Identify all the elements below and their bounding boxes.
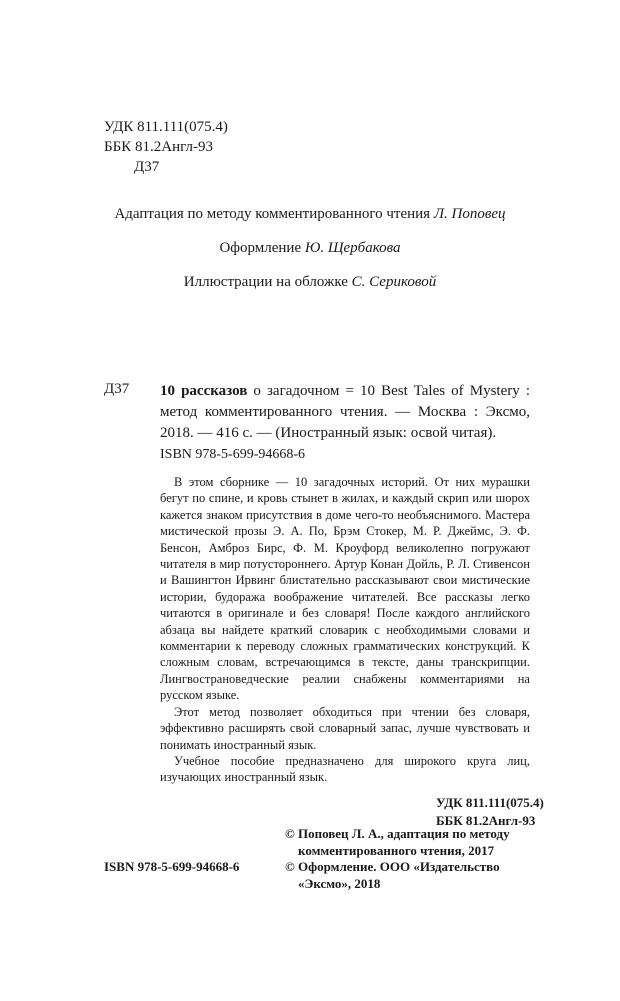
annotation-paragraph: В этом сборнике — 10 загадочных историй. От них мурашки бегут по спине, и кровь стынет в жилах, и каждый скрип или шорох кажется знаком присутствия в доме чего-то необъяснимого. Мастера мистической прозы Э. А. По, Брэм Стокер, М. Р. Джеймс, Э. Ф. Бенсон, Амброз Бирс, Ф. М. Кроуфорд великолепно погружают читателя в мир потустороннего. Артур Конан Дойль, Р. Л. Стивенсон и Вашингтон Ирвинг блистательно рассказывают свои мистические истории, будоража воображение читателей. Все рассказы легко читаются в оригинале и без словаря! После каждого английского абзаца вы найдете краткий словарик с необходимыми словами и комментарии к переводу сложных грамматических конструкций. К сложным словам, встречающимся в тексте, даны транскрипции. Лингвострановедческие реалии снабжены комментариями на русском языке.	[160, 475, 530, 703]
bibliographic-code: Д37	[104, 381, 130, 397]
bbk-code-bottom: ББК 81.2Англ-93	[436, 813, 536, 828]
annotation-paragraph: Учебное пособие предназначено для широкого круга лиц, изучающих иностранный язык.	[160, 753, 530, 785]
isbn-main: ISBN 978-5-699-94668-6	[160, 447, 306, 462]
bibliographic-description	[160, 381, 530, 444]
copyright-block	[285, 826, 545, 892]
book-title: 10 рассказов	[160, 383, 248, 399]
author-code: Д37	[134, 159, 160, 175]
annotation-paragraph: Этот метод позволяет обходиться при чтении без словаря, эффективно расширять свой словарный запас, лучше чувствовать и понимать иностранный язык.	[160, 704, 530, 752]
design-credit	[0, 240, 620, 257]
udk-code: УДК 811.111(075.4)	[104, 119, 228, 135]
cover-text: Иллюстрации на обложке	[183, 274, 348, 290]
adaptation-text: Адаптация по методу комментированного чтения	[114, 206, 431, 222]
cover-credit	[0, 274, 620, 291]
isbn-bottom: ISBN 978-5-699-94668-6	[104, 859, 240, 874]
bbk-code: ББК 81.2Англ-93	[104, 139, 213, 155]
annotation	[160, 474, 530, 786]
adaptation-credit	[0, 206, 620, 223]
classification-bottom	[436, 794, 544, 830]
copyright-line: © Оформление. ООО «Издательство «Эксмо», 2018	[285, 859, 500, 891]
design-name: Ю. Щербакова	[304, 240, 401, 256]
udk-code-bottom: УДК 811.111(075.4)	[436, 795, 544, 810]
copyright-line: © Поповец Л. А., адаптация по методу комментированного чтения, 2017	[285, 826, 510, 858]
book-description: о загадочном = 10 Best Tales of Mystery : метод комментированного чтения. — Москва : Эксмо, 2018. — 416 с. — (Иностранный язык: освой читая).	[160, 383, 530, 441]
design-text: Оформление	[219, 240, 302, 256]
classification-block	[104, 117, 228, 177]
adaptation-name: Л. Поповец	[433, 206, 506, 222]
cover-name: С. Сериковой	[351, 274, 437, 290]
